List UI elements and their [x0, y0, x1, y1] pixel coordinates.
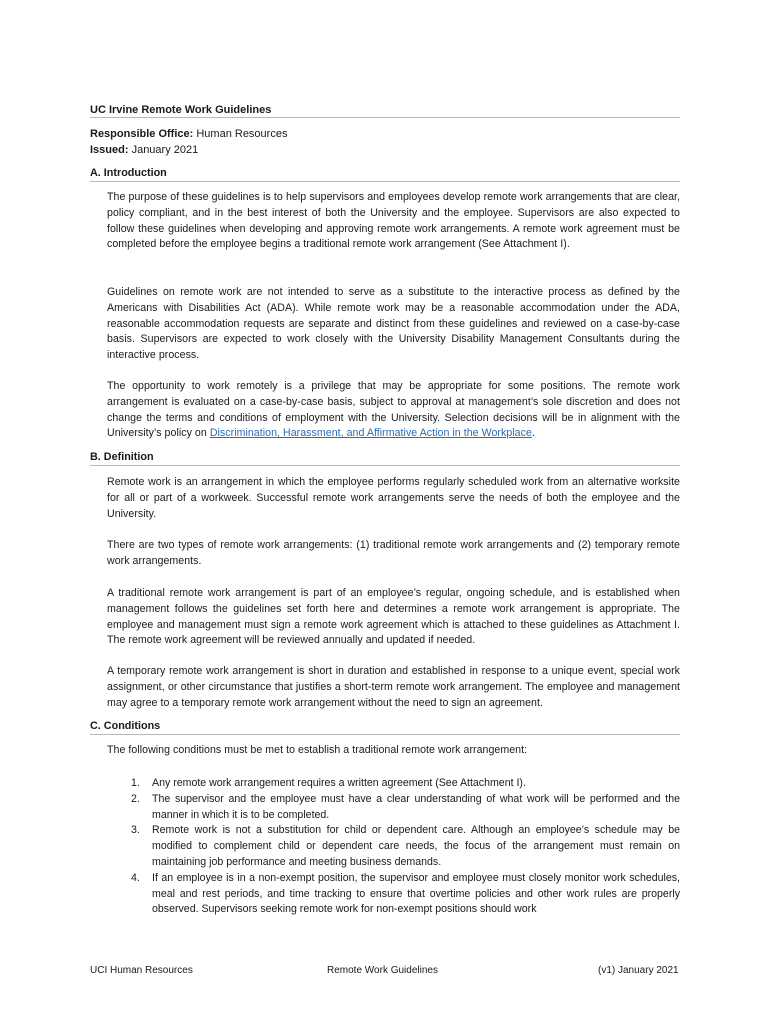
responsible-office-label: Responsible Office: [90, 128, 194, 140]
section-b-divider [90, 465, 680, 466]
list-item-text: Remote work is not a substitution for child or dependent care. Although an employee’s schedule may be modified to complement child or dependent care needs, the focus of the arrangement must remain on maintaining job performance and meeting business demands. [152, 824, 680, 868]
list-item-text: The supervisor and the employee must have a clear understanding of what work will be performed and the manner in which it is to be completed. [152, 792, 680, 821]
section-a-divider [90, 181, 680, 182]
list-item-number: 4. [131, 871, 140, 884]
issued-label: Issued: [90, 144, 129, 156]
definition-paragraph-3: A traditional remote work arrangement is part of an employee’s regular, ongoing schedule, and is established when management follows the guidelines set forth here and determines a remote work arrangement is appropriate. The employee and management must sign a remote work agreement which is attached to these guidelines as Attachment I. The remote work agreement will be reviewed annually and updated if needed. [107, 587, 680, 647]
definition-paragraph-1: Remote work is an arrangement in which the employee performs regularly scheduled work from an alternative worksite for all or part of a workweek. Successful remote work arrangements serve the needs of both the employee and the University. [107, 476, 680, 520]
list-item [107, 792, 680, 824]
responsible-office-value: Human Resources [193, 128, 288, 140]
conditions-list [107, 776, 680, 918]
list-item [107, 776, 680, 792]
list-item [107, 823, 680, 870]
intro-paragraph-1: The purpose of these guidelines is to help supervisors and employees develop remote work arrangements that are clear, policy compliant, and in the best interest of both the University and the employee. Supervisors are also expected to follow these guidelines when developing and approving remote work arrangements. A remote work agreement must be completed before the employee begins a traditional remote work arrangement (See Attachment I). [107, 191, 680, 251]
intro-paragraph-3 [107, 379, 680, 442]
document-title: UC Irvine Remote Work Guidelines [90, 104, 272, 116]
title-divider [90, 117, 680, 118]
policy-link[interactable]: Discrimination, Harassment, and Affirmative Action in the Workplace [209, 427, 532, 440]
list-item-number: 2. [131, 792, 140, 805]
responsible-office-line [90, 126, 287, 142]
list-item [107, 871, 680, 918]
definition-paragraph-2: There are two types of remote work arrangements: (1) traditional remote work arrangements and (2) temporary remote work arrangements. [107, 539, 680, 567]
list-item-text: Any remote work arrangement requires a written agreement (See Attachment I). [152, 777, 526, 789]
section-b-heading: B. Definition [90, 451, 154, 463]
intro-paragraph-3-end: . [531, 427, 535, 440]
list-item-number: 3. [131, 824, 140, 837]
intro-paragraph-2: Guidelines on remote work are not intended to serve as a substitute to the interactive process as defined by the Americans with Disabilities Act (ADA). While remote work may be a reasonable accommodation under the ADA, reasonable accommodation requests are separate and distinct from these guidelines and reviewed on a case-by-case basis. Supervisors are expected to work closely with the University Disability Management Consultants during the interactive process. [107, 286, 680, 362]
footer-right: (v1) January 2021 [598, 965, 679, 976]
footer-center: Remote Work Guidelines [327, 965, 438, 976]
list-item-text: If an employee is in a non-exempt position, the supervisor and employee must closely monitor work schedules, meal and rest periods, and time tracking to ensure that overtime policies and other work rules are properly observed. Supervisors seeking remote work for non-exempt positions should work [152, 871, 680, 916]
definition-paragraph-4: A temporary remote work arrangement is short in duration and established in response to a unique event, special work assignment, or other circumstance that justifies a short-term remote work arrangement. The employee and management may agree to a temporary remote work arrangement without the need to sign an agreement. [107, 665, 680, 709]
list-item-number: 1. [131, 777, 140, 789]
section-c-heading: C. Conditions [90, 720, 161, 732]
section-a-heading: A. Introduction [90, 167, 167, 179]
conditions-intro: The following conditions must be met to establish a traditional remote work arrangement: [107, 744, 528, 756]
footer-left: UCI Human Resources [90, 965, 193, 976]
issued-line [90, 142, 198, 158]
section-c-divider [90, 734, 680, 735]
issued-value: January 2021 [128, 144, 199, 156]
intro-paragraph-3-text: The opportunity to work remotely is a privilege that may be appropriate for some positions. The remote work arrangement is evaluated on a case-by-case basis, subject to approval at management’s sole discretion and does not change the terms and conditions of employment with the University. Selection decisions will be in alignment with the University’s policy on [107, 380, 680, 440]
